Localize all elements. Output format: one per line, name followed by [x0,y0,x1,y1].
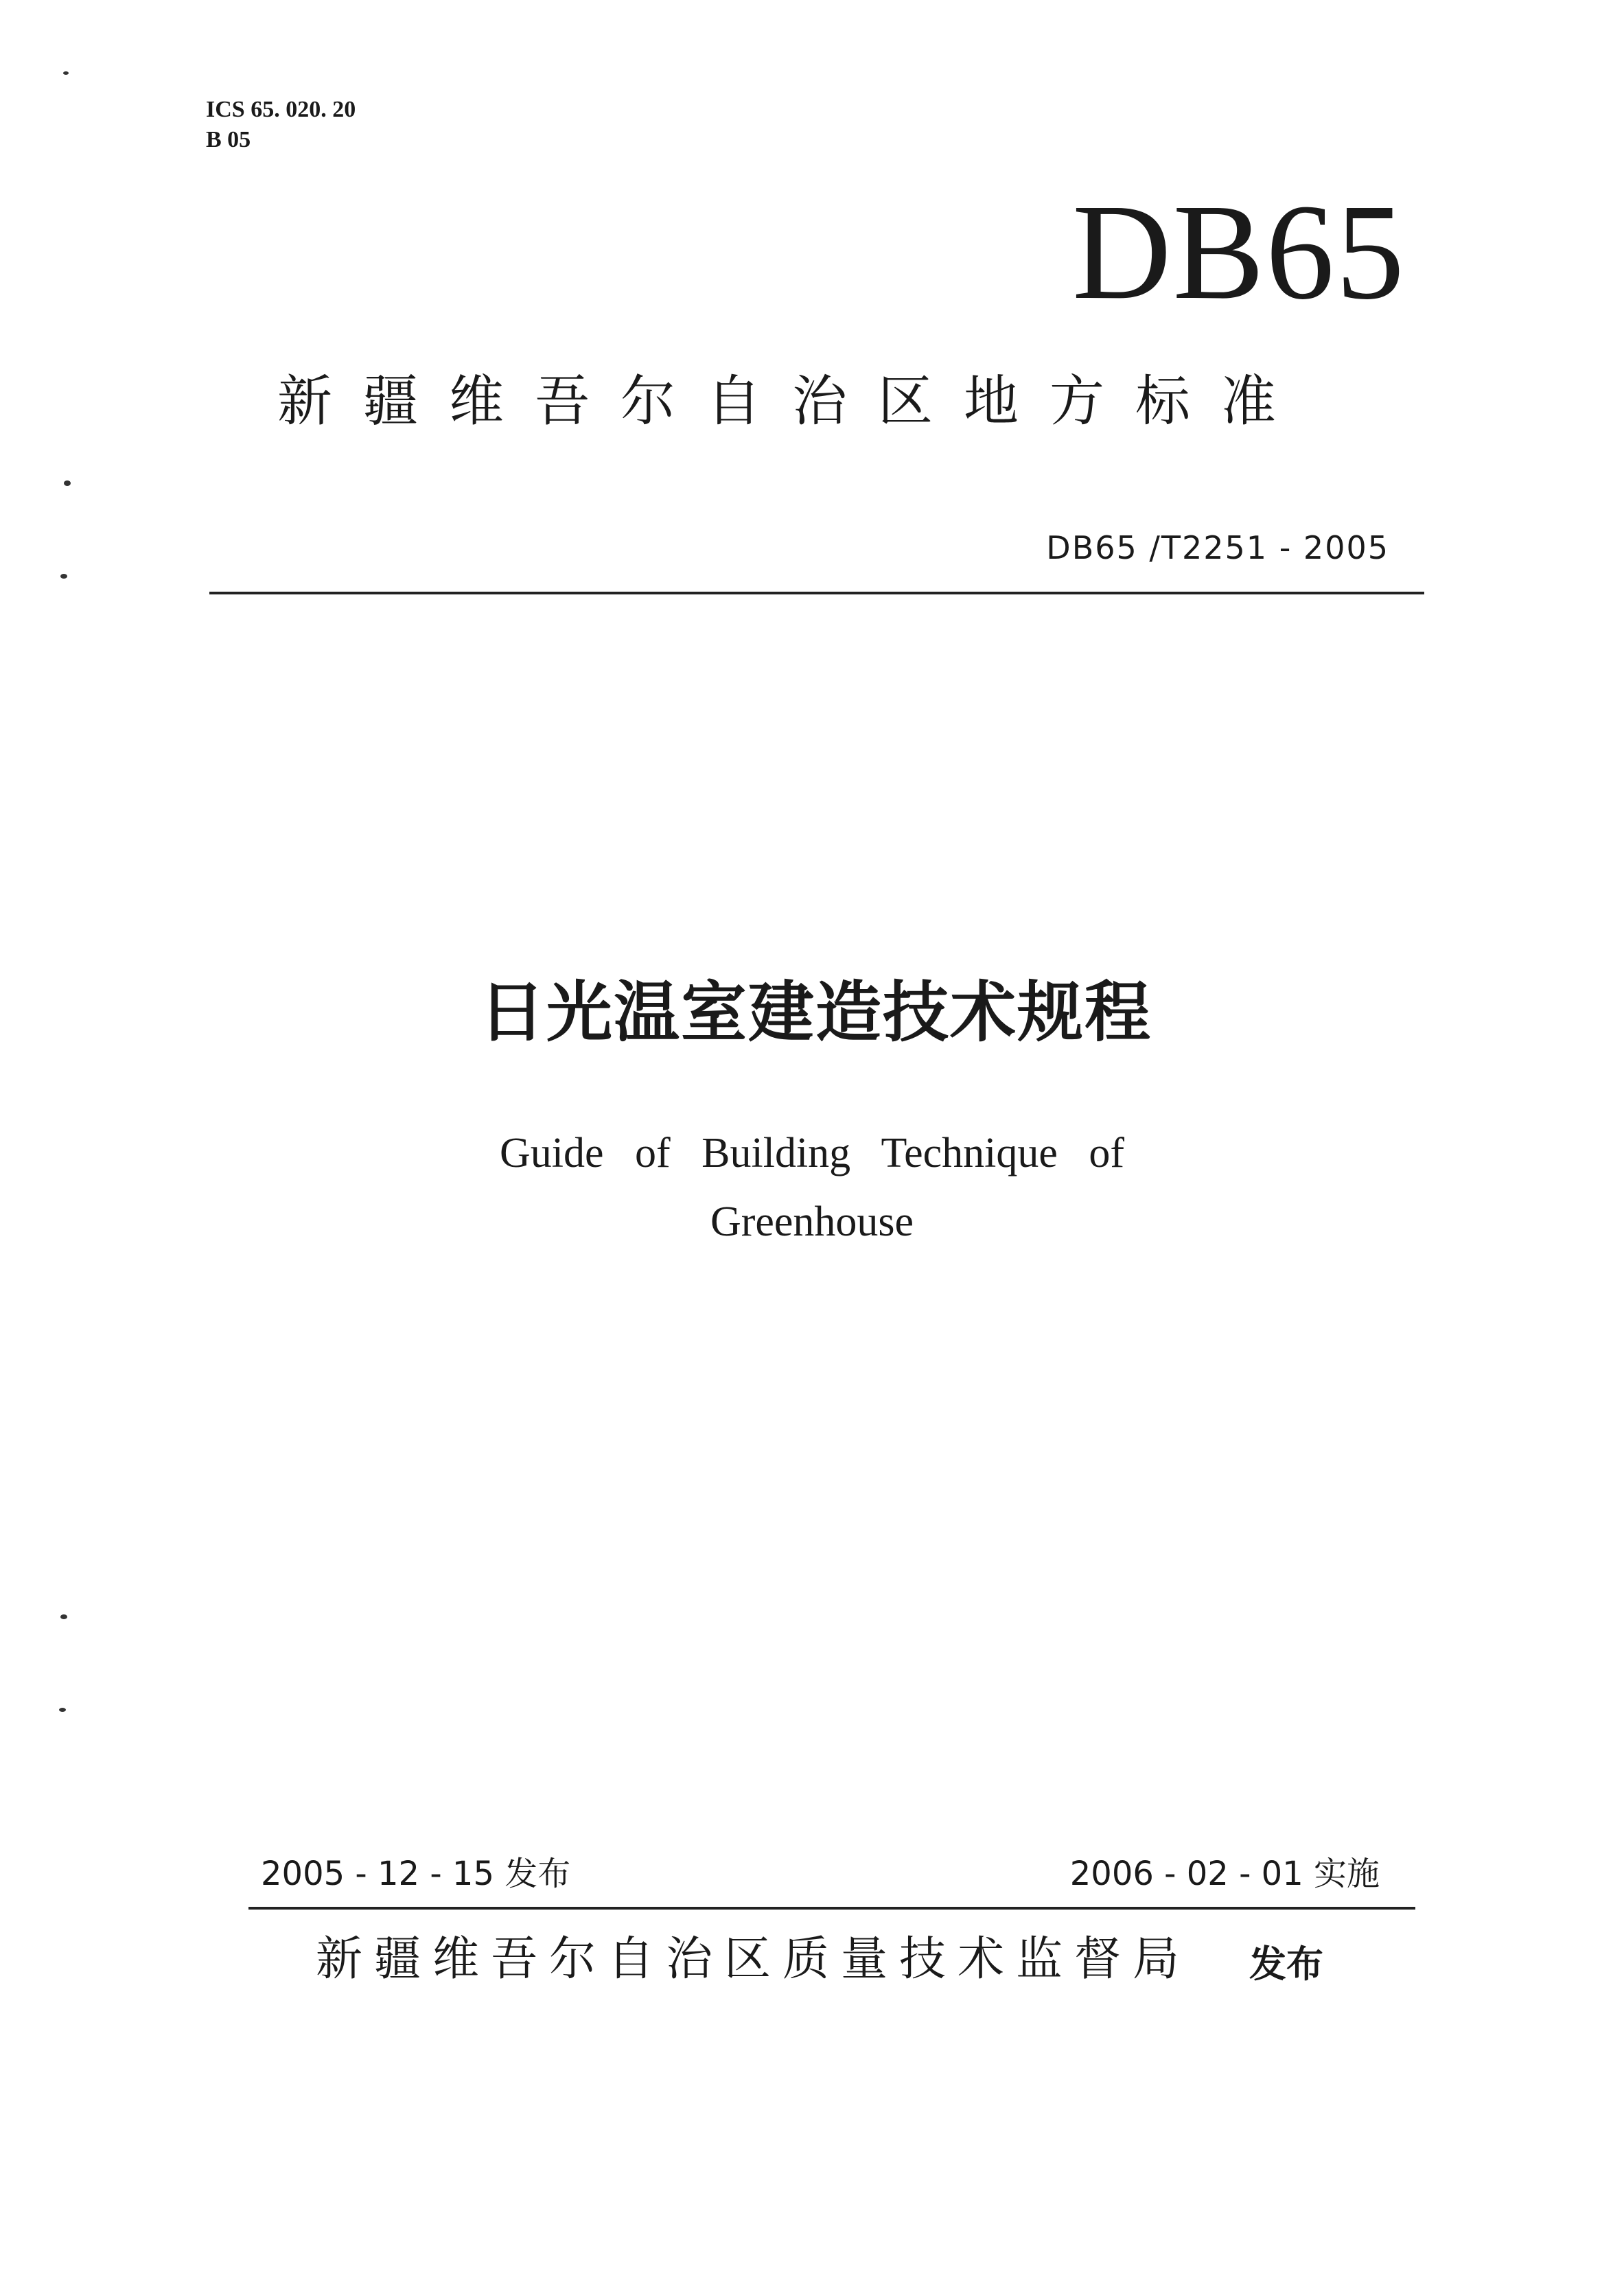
issue-date: 2005 - 12 - 15 发布 [261,1855,571,1893]
effective-date: 2006 - 02 - 01 实施 [1069,1855,1380,1893]
standard-code: DB65 [1072,176,1406,328]
english-title-line-1: Guide of Building Technique of [499,1130,1125,1176]
english-title-line-2: Greenhouse [710,1198,914,1245]
scan-speck [60,1614,67,1619]
document-title-chinese: 日光温室建造技术规程 [479,974,1152,1051]
standard-level-title: 新疆维吾尔自治区地方标准 [277,369,1307,433]
scan-speck [64,480,71,486]
ccs-code: B 05 [206,127,251,152]
footer-divider [248,1907,1415,1910]
standard-number: DB65 /T2251 - 2005 [1046,529,1389,566]
scan-speck [59,1708,66,1712]
scan-speck [63,71,69,75]
ics-code: ICS 65. 020. 20 [206,97,356,122]
classification-codes [206,95,356,155]
issuing-action: 发布 [1249,1943,1323,1986]
issuing-body: 新疆维吾尔自治区质量技术监督局 [316,1932,1192,1986]
header-divider [209,592,1424,594]
scan-speck [60,574,67,579]
document-title-english [0,1119,1624,1256]
